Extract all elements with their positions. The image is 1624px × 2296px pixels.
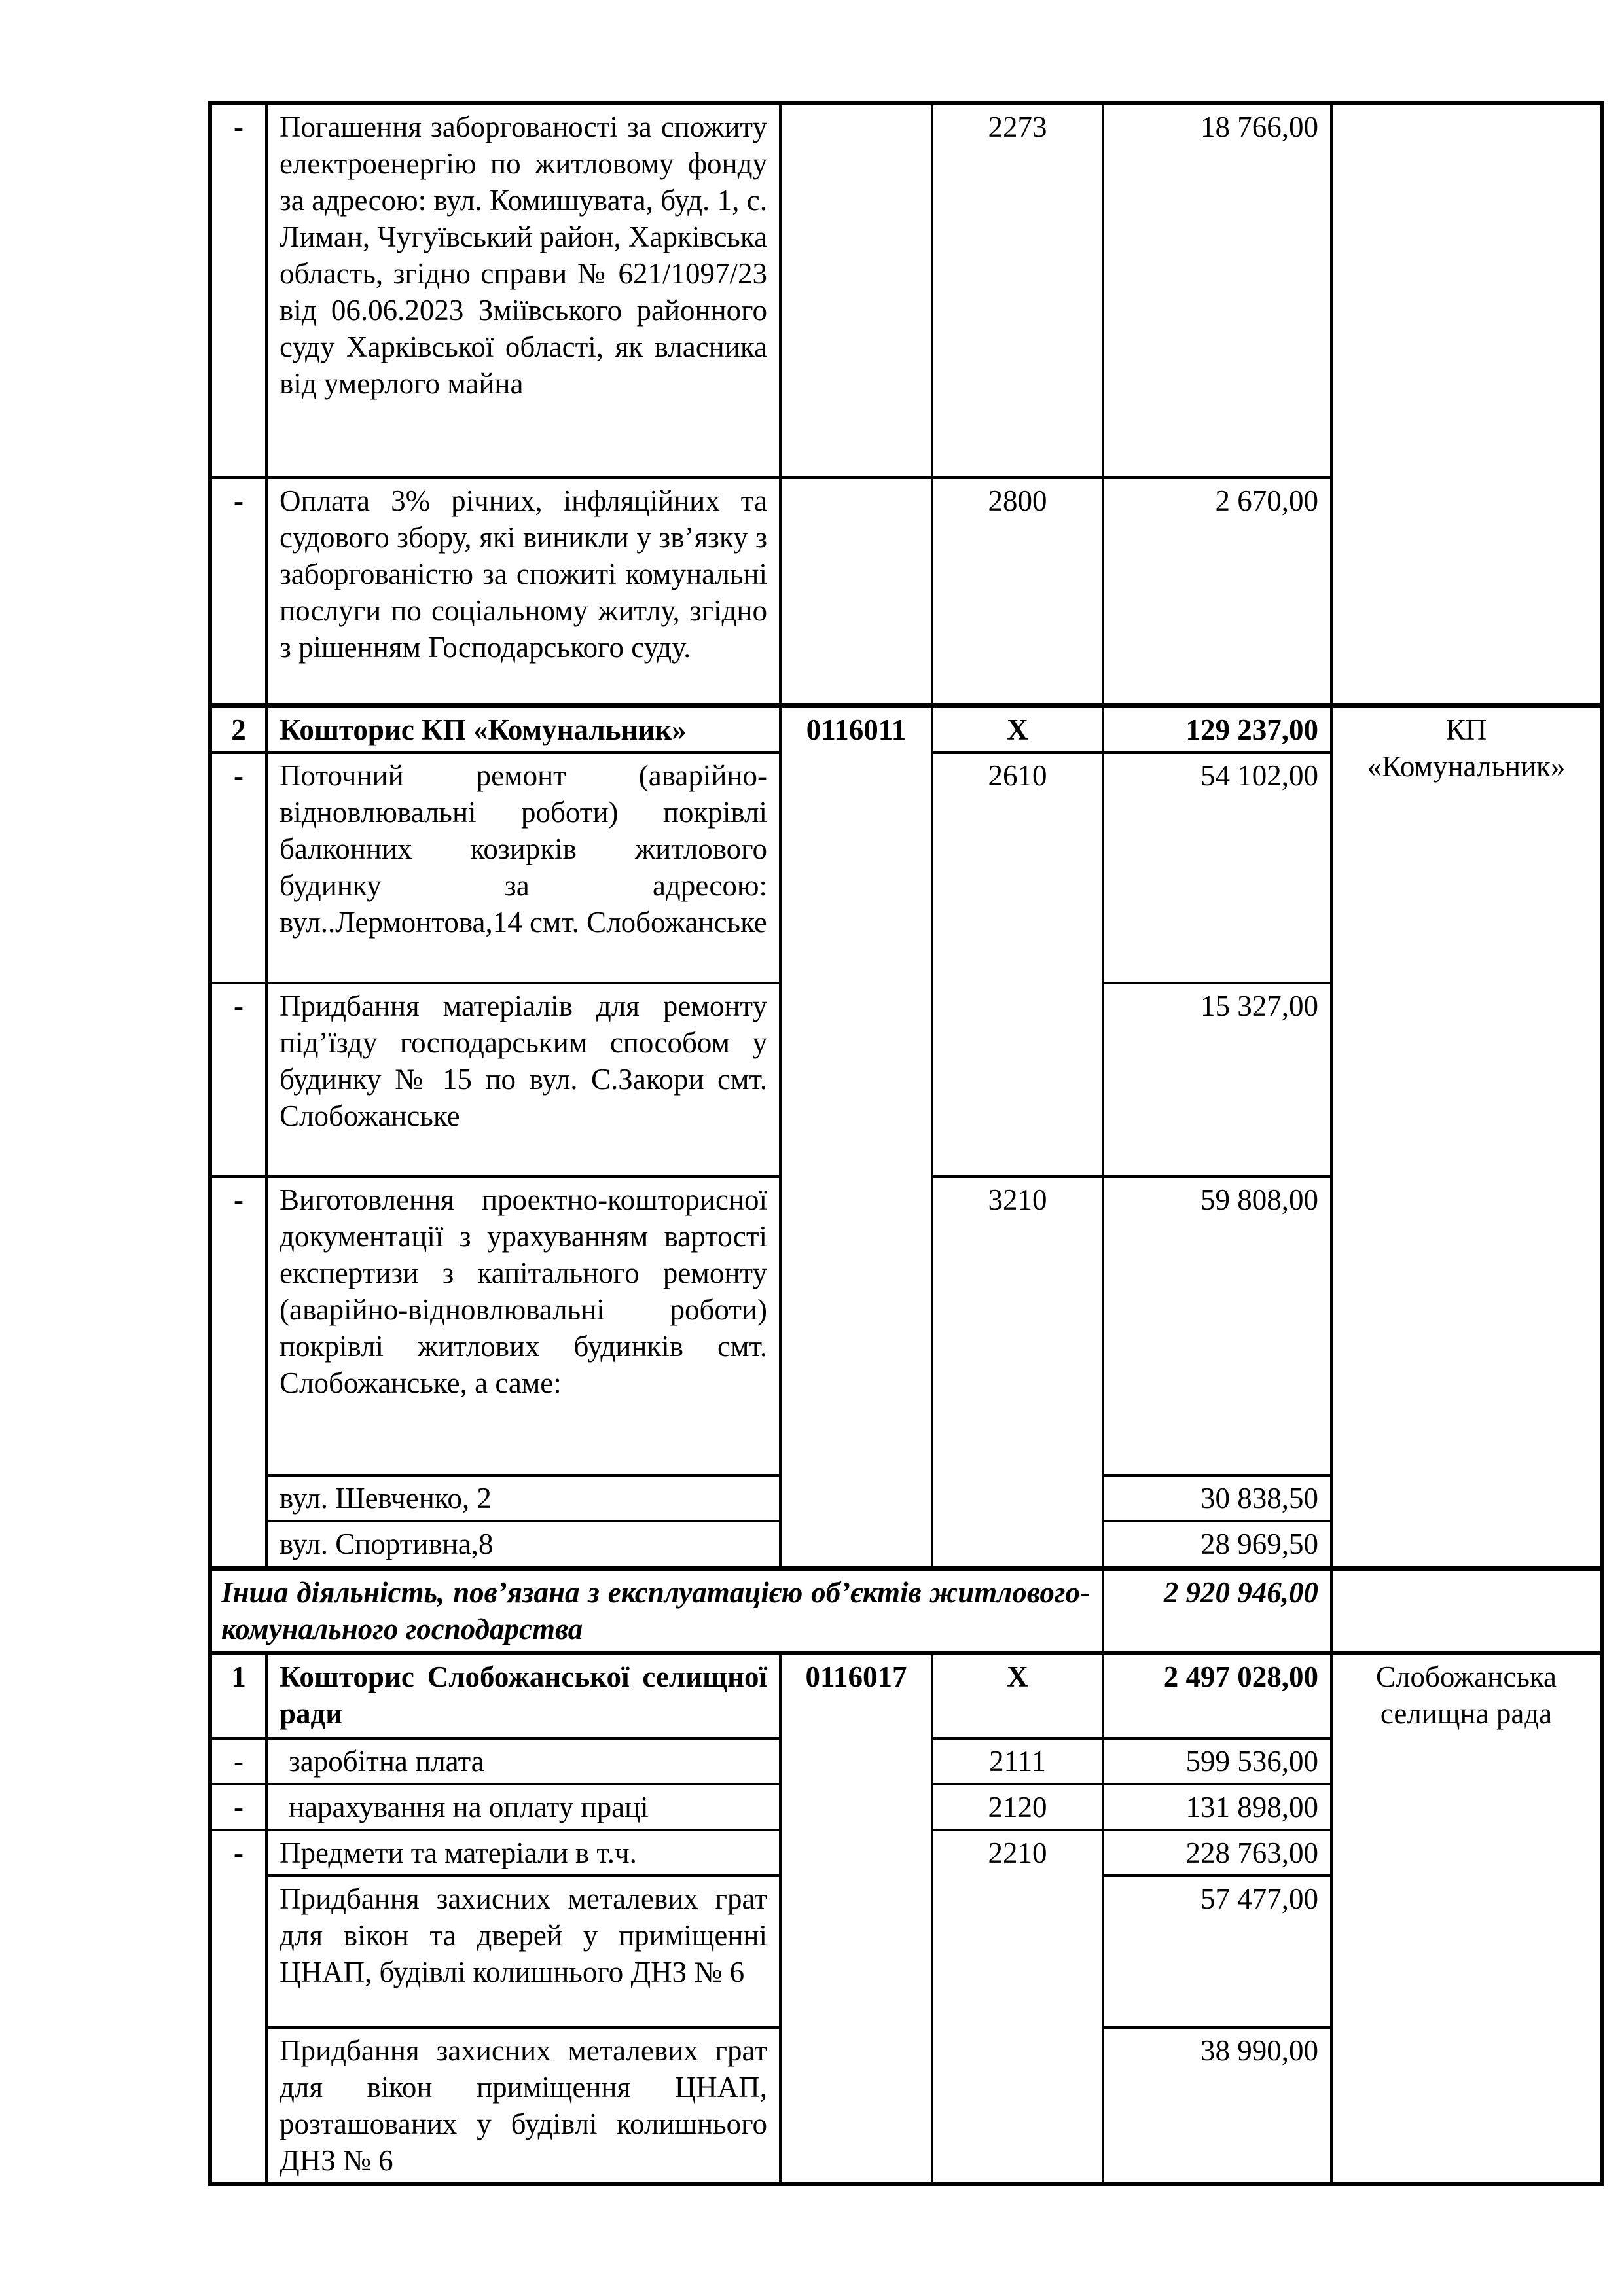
amount-cell: 228 763,00 bbox=[1103, 1830, 1331, 1876]
row-number-cell: - bbox=[210, 1177, 266, 1568]
program-code-cell: 0116011 bbox=[780, 706, 932, 1568]
row-number-cell: - bbox=[210, 478, 266, 706]
section-title-cell: Інша діяльність, пов’язана з експлуатацією об’єктів житлового-комунального господарства bbox=[210, 1568, 1103, 1653]
amount-cell: 129 237,00 bbox=[1103, 706, 1331, 753]
amount-cell: 59 808,00 bbox=[1103, 1177, 1331, 1475]
amount-cell: 131 898,00 bbox=[1103, 1784, 1331, 1830]
row-number-cell: - bbox=[210, 103, 266, 478]
row-number-cell: - bbox=[210, 1784, 266, 1830]
table-row bbox=[210, 1653, 1602, 1738]
amount-cell: 15 327,00 bbox=[1103, 983, 1331, 1177]
kekv-code-cell: 3210 bbox=[932, 1177, 1103, 1568]
description-cell: нарахування на оплату праці bbox=[266, 1784, 780, 1830]
description-cell: Погашення заборгованості за спожиту електроенергію по житловому фонду за адресою: вул. Комишувата, буд. 1, с. Лиман, Чугуївський район, Харківська область, згідно справи № 621/1097/23 від 06.06.2023 Зміївського районного суду Харківської області, як власника від умерлого майна bbox=[266, 103, 780, 478]
kekv-code-cell: 2273 bbox=[932, 103, 1103, 478]
row-number-cell: 2 bbox=[210, 706, 266, 753]
kekv-code-cell: X bbox=[932, 706, 1103, 753]
description-cell: Виготовлення проектно-кошторисної документації з урахуванням вартості експертизи з капітального ремонту (аварійно-відновлювальні роботи) покрівлі житлових будинків смт. Слобожанське, а саме: bbox=[266, 1177, 780, 1475]
description-cell: Кошторис Слобожанської селищної ради bbox=[266, 1653, 780, 1738]
row-number-cell: - bbox=[210, 1830, 266, 2184]
amount-cell: 2 920 946,00 bbox=[1103, 1568, 1331, 1653]
amount-cell: 2 670,00 bbox=[1103, 478, 1331, 706]
amount-cell: 54 102,00 bbox=[1103, 753, 1331, 983]
row-number-cell: - bbox=[210, 1738, 266, 1784]
row-number-cell: - bbox=[210, 753, 266, 983]
description-cell: вул. Спортивна,8 bbox=[266, 1521, 780, 1568]
description-cell: Предмети та матеріали в т.ч. bbox=[266, 1830, 780, 1876]
kekv-code-cell: 2111 bbox=[932, 1738, 1103, 1784]
kekv-code-cell: 2210 bbox=[932, 1830, 1103, 2184]
description-cell: Придбання захисних металевих грат для вікон приміщення ЦНАП, розташованих у будівлі колишнього ДНЗ № 6 bbox=[266, 2028, 780, 2184]
program-code-cell: 0116017 bbox=[780, 1653, 932, 2184]
row-number-cell: 1 bbox=[210, 1653, 266, 1738]
kekv-code-cell: 2120 bbox=[932, 1784, 1103, 1830]
description-cell: заробітна плата bbox=[266, 1738, 780, 1784]
amount-cell: 599 536,00 bbox=[1103, 1738, 1331, 1784]
recipient-cell: КП «Комунальник» bbox=[1331, 706, 1602, 1568]
description-cell: Придбання матеріалів для ремонту під’їзду господарським способом у будинку № 15 по вул. С.Закори смт. Слобожанське bbox=[266, 983, 780, 1177]
table-row bbox=[210, 1568, 1602, 1653]
amount-cell: 28 969,50 bbox=[1103, 1521, 1331, 1568]
table-row bbox=[210, 103, 1602, 478]
kekv-code-cell: 2610 bbox=[932, 753, 1103, 1177]
recipient-cell: Слобожанська селищна рада bbox=[1331, 1653, 1602, 2184]
description-cell: вул. Шевченко, 2 bbox=[266, 1475, 780, 1521]
amount-cell: 30 838,50 bbox=[1103, 1475, 1331, 1521]
description-cell: Кошторис КП «Комунальник» bbox=[266, 706, 780, 753]
program-code-cell bbox=[780, 103, 932, 478]
table-row bbox=[210, 706, 1602, 753]
description-cell: Поточний ремонт (аварійно-відновлювальні роботи) покрівлі балконних козирків житлового будинку за адресою: вул..Лермонтова,14 смт. Слобожанське bbox=[266, 753, 780, 983]
description-cell: Придбання захисних металевих грат для вікон та дверей у приміщенні ЦНАП, будівлі колишнього ДНЗ № 6 bbox=[266, 1876, 780, 2028]
amount-cell: 2 497 028,00 bbox=[1103, 1653, 1331, 1738]
description-cell: Оплата 3% річних, інфляційних та судового збору, які виникли у зв’язку з заборгованістю за спожиті комунальні послуги по соціальному житлу, згідно з рішенням Господарського суду. bbox=[266, 478, 780, 706]
recipient-cell bbox=[1331, 103, 1602, 706]
kekv-code-cell: X bbox=[932, 1653, 1103, 1738]
amount-cell: 18 766,00 bbox=[1103, 103, 1331, 478]
kekv-code-cell: 2800 bbox=[932, 478, 1103, 706]
amount-cell: 38 990,00 bbox=[1103, 2028, 1331, 2184]
recipient-cell bbox=[1331, 1568, 1602, 1653]
budget-table bbox=[208, 101, 1604, 2186]
amount-cell: 57 477,00 bbox=[1103, 1876, 1331, 2028]
program-code-cell bbox=[780, 478, 932, 706]
row-number-cell: - bbox=[210, 983, 266, 1177]
